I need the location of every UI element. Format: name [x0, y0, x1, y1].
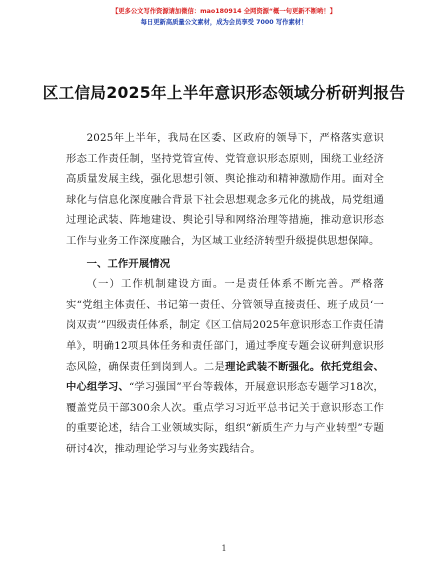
mechanism-text-2: “学习强国”平台等载体，开展意识形态专题学习18次，覆盖党员干部300余人次。重点学习习近平总书记关于意识形态工作的重要论述，结合工业领域实际，组织“新质生产力与产业转型”专题研讨4次，推动理论学习与业务实践结合。	[66, 381, 384, 455]
promo-line-2: 每日更新高质量公文素材，成为会员享受 7000 写作素材！	[140, 19, 308, 26]
mechanism-paragraph	[66, 274, 384, 459]
document-body	[66, 128, 384, 460]
promo-line-1: 【更多公文写作资源请加微信：mao180914 全网资源“概一句更新不断哟！】	[111, 8, 337, 15]
section-heading: 一、工作开展情况	[86, 257, 171, 270]
document-title: 区工信局2025年上半年意识形态领域分析研判报告	[42, 84, 406, 102]
mechanism-text-1: （一）工作机制建设方面。一是责任体系不断完善。严格落实“党组主体责任、书记第一责任、分管领导直接责任、班子成员‘一岗双责’”四级责任体系，制定《区工信局2025年意识形态工作责任清单》，明确12项具体任务和责任部门，通过季度专题会议研判意识形态风险，确保责任到岗到人。二是	[66, 278, 384, 373]
promo-banner	[0, 6, 448, 28]
mechanism-bold-text: 理论武装不断强化。依托党组会、中心组学习、	[66, 360, 385, 394]
intro-paragraph: 2025年上半年，我局在区委、区政府的领导下，严格落实意识形态工作责任制，坚持党管宣传、党管意识形态原则，围绕工业经济高质量发展主线，强化思想引领、舆论推动和精神激励作用。面对全球化与信息化深度融合背景下社会思想观念多元化的挑战，局党组通过理论武装、阵地建设、舆论引导和网络治理等措施，推动意识形态工作与业务工作深度融合，为区域工业经济转型升级提供思想保障。	[66, 132, 384, 247]
page-number: 1	[221, 544, 227, 553]
